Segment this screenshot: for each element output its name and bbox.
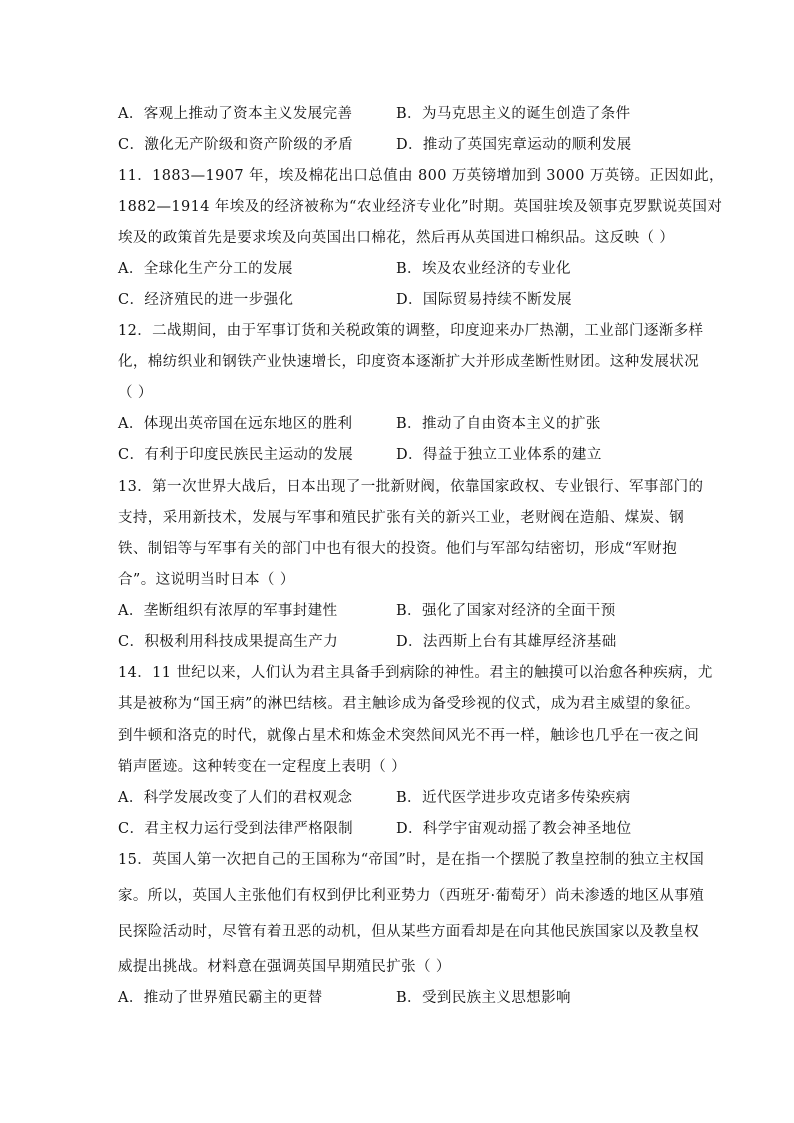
- q14-option-d: D．科学宇宙观动摇了教会神圣地位: [396, 821, 632, 837]
- q10-option-b: B．为马克思主义的诞生创造了条件: [396, 106, 631, 122]
- q13-option-c: C．积极利用科技成果提高生产力: [118, 634, 339, 650]
- q11-option-a: A．全球化生产分工的发展: [118, 261, 293, 277]
- q11-option-d: D．国际贸易持续不断发展: [396, 292, 572, 308]
- q12-option-b: B．推动了自由资本主义的扩张: [396, 416, 601, 432]
- q13-option-d: D．法西斯上台有其雄厚经济基础: [396, 634, 617, 650]
- q15-option-a: A．推动了世界殖民霸主的更替: [118, 990, 323, 1006]
- q10-option-a: A．客观上推动了资本主义发展完善: [118, 106, 353, 122]
- q14-option-c: C．君主权力运行受到法律严格限制: [118, 821, 353, 837]
- q13-option-b: B．强化了国家对经济的全面干预: [396, 603, 616, 619]
- q11-stem-line: 埃及的政策首先是要求埃及向英国出口棉花，然后再从英国进口棉织品。这反映（ ）: [118, 230, 675, 246]
- q14-stem-line: 销声匿迹。这种转变在一定程度上表明（ ）: [118, 759, 407, 775]
- q14-option-b: B．近代医学进步攻克诸多传染疾病: [396, 790, 631, 806]
- q13-stem-line: 铁、制铝等与军事有关的部门中也有很大的投资。他们与军部勾结密切，形成“军财抱: [118, 541, 678, 557]
- q13-option-a: A．垄断组织有浓厚的军事封建性: [118, 603, 338, 619]
- q15-stem-line: 威提出挑战。材料意在强调英国早期殖民扩张（ ）: [118, 959, 451, 975]
- q15-option-b: B．受到民族主义思想影响: [396, 990, 571, 1006]
- q12-option-a: A．体现出英帝国在远东地区的胜利: [118, 416, 353, 432]
- q14-stem-line: 14．11 世纪以来，人们认为君主具备手到病除的神性。君主的触摸可以治愈各种疾病，尤: [118, 665, 713, 681]
- q14-stem-line: 到牛顿和洛克的时代，就像占星术和炼金术突然间风光不再一样，触诊也几乎在一夜之间: [118, 728, 700, 744]
- q13-stem-line: 支持，采用新技术，发展与军事和殖民扩张有关的新兴工业，老财阀在造船、煤炭、钢: [118, 510, 685, 526]
- q12-stem-line: 化，棉纺织业和钢铁产业快速增长，印度资本逐渐扩大并形成垄断性财团。这种发展状况: [118, 354, 700, 370]
- q10-option-c: C．激化无产阶级和资产阶级的矛盾: [118, 137, 353, 153]
- q11-option-c: C．经济殖民的进一步强化: [118, 292, 294, 308]
- q15-stem-line: 民探险活动时，尽管有着丑恶的动机，但从某些方面看却是在向其他民族国家以及教皇权: [118, 924, 700, 940]
- q12-stem-line: 12．二战期间，由于军事订货和关税政策的调整，印度迎来办厂热潮，工业部门逐渐多样: [118, 323, 704, 339]
- q11-stem-line: 1882—1914 年埃及的经济被称为“农业经济专业化”时期。英国驻埃及领事克罗默说英国对: [118, 199, 723, 215]
- q11-option-b: B．埃及农业经济的专业化: [396, 261, 571, 277]
- q11-stem-line: 11．1883—1907 年，埃及棉花出口总值由 800 万英镑增加到 3000 万英镑。正因如此，: [118, 168, 724, 184]
- q12-option-d: D．得益于独立工业体系的建立: [396, 447, 602, 463]
- q14-option-a: A．科学发展改变了人们的君权观念: [118, 790, 353, 806]
- q10-option-d: D．推动了英国宪章运动的顺利发展: [396, 137, 632, 153]
- q15-stem-line: 家。所以，英国人主张他们有权到伊比利亚势力（西班牙·葡萄牙）尚未渗透的地区从事殖: [118, 888, 705, 904]
- q14-stem-line: 其是被称为“国王病”的淋巴结核。君主触诊成为备受珍视的仪式，成为君主威望的象征。: [118, 696, 700, 712]
- q13-stem-line: 13．第一次世界大战后，日本出现了一批新财阀，依靠国家政权、专业银行、军事部门的: [118, 479, 704, 495]
- q12-option-c: C．有利于印度民族民主运动的发展: [118, 447, 353, 463]
- q15-stem-line: 15．英国人第一次把自己的王国称为“帝国”时，是在指一个摆脱了教皇控制的独立主权国: [118, 852, 705, 868]
- q13-stem-line: 合”。这说明当时日本（ ）: [118, 572, 295, 588]
- q12-stem-line: （ ）: [118, 385, 153, 401]
